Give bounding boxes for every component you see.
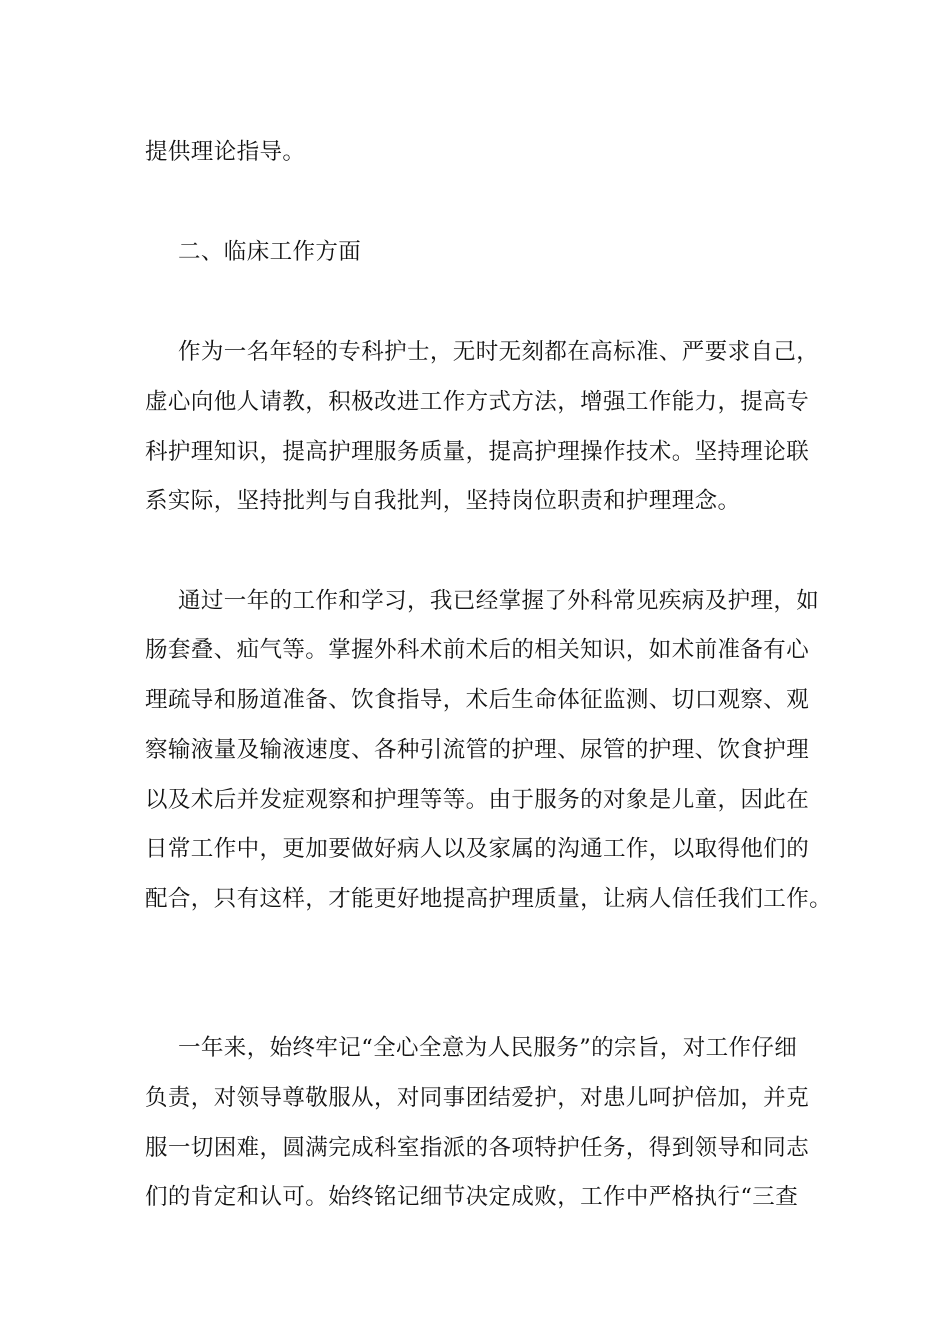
paragraph-line: 服一切困难，圆满完成科室指派的各项特护任务，得到领导和同志	[145, 1135, 810, 1161]
paragraph-line: 日常工作中，更加要做好病人以及家属的沟通工作，以取得他们的	[145, 836, 810, 862]
paragraph-line: 科护理知识，提高护理服务质量，提高护理操作技术。坚持理论联	[145, 439, 810, 465]
paragraph-line: 肠套叠、疝气等。掌握外科术前术后的相关知识，如术前准备有心	[145, 637, 810, 663]
paragraph-line: 们的肯定和认可。始终铭记细节决定成败，工作中严格执行“三查	[145, 1184, 799, 1210]
paragraph-line: 作为一名年轻的专科护士，无时无刻都在高标准、严要求自己，	[178, 339, 820, 365]
paragraph-line: 虚心向他人请教，积极改进工作方式方法，增强工作能力，提高专	[145, 389, 810, 415]
paragraph-line: 理疏导和肠道准备、饮食指导，术后生命体征监测、切口观察、观	[145, 687, 810, 713]
carryover-line: 提供理论指导。	[145, 139, 306, 165]
paragraph-line: 一年来，始终牢记“全心全意为人民服务”的宗旨，对工作仔细	[178, 1035, 798, 1061]
paragraph-line: 以及术后并发症观察和护理等等。由于服务的对象是儿童，因此在	[145, 787, 810, 813]
paragraph-line: 通过一年的工作和学习，我已经掌握了外科常见疾病及护理，如	[178, 588, 820, 614]
paragraph-line: 负责，对领导尊敬服从，对同事团结爱护，对患儿呵护倍加，并克	[145, 1085, 810, 1111]
paragraph-line: 配合，只有这样，才能更好地提高护理质量，让病人信任我们工作。	[145, 886, 833, 912]
paragraph-line: 系实际，坚持批判与自我批判，坚持岗位职责和护理理念。	[145, 488, 741, 514]
section-heading: 二、临床工作方面	[178, 239, 362, 265]
paragraph-line: 察输液量及输液速度、各种引流管的护理、尿管的护理、饮食护理	[145, 737, 810, 763]
